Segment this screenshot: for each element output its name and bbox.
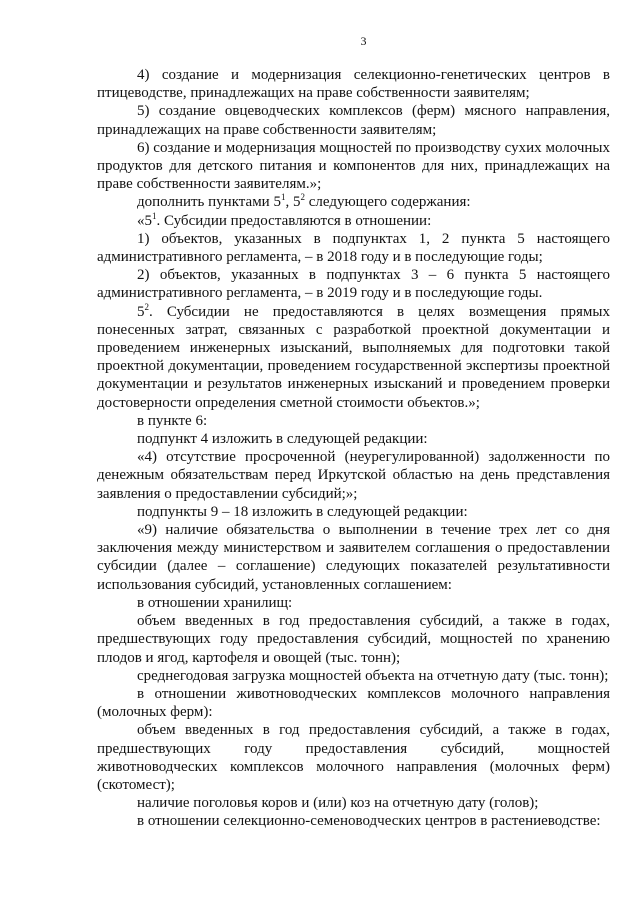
paragraph: «4) отсутствие просроченной (неурегулированной) задолженности по денежным обязательствам перед Иркутской областью на день представления заявления о предоставлении субсидий;»; (97, 449, 610, 502)
document-body (97, 66, 610, 831)
paragraph-text: . Субсидии не предоставляются в целях возмещения прямых понесенных затрат, связанных с разработкой проектной документации и проведением инженерных изысканий, выполняемых для подготовки такой проектной документации, проведением государственной экспертизы проектной документации и результатов инженерных изысканий и проведением проверки достоверности определения сметной стоимости объектов.»; (97, 303, 610, 411)
paragraph: 2) объектов, указанных в подпунктах 3 – 6 пункта 5 настоящего административного регламента, – в 2019 году и в последующие годы. (97, 267, 610, 302)
paragraph-text: 5 (137, 303, 145, 320)
paragraph-text: . Субсидии предоставляются в отношении: (156, 212, 432, 229)
paragraph-text: , 5 (285, 194, 301, 211)
paragraph-text: «5 (137, 212, 152, 229)
paragraph: среднегодовая загрузка мощностей объекта на отчетную дату (тыс. тонн); (137, 667, 609, 684)
paragraph: объем введенных в год предоставления субсидий, а также в годах, предшествующих году предоставления субсидий, мощностей по хранению плодов и ягод, картофеля и овощей (тыс. тонн); (97, 613, 610, 666)
superscript: 1 (152, 210, 157, 221)
paragraph (97, 303, 610, 412)
superscript: 2 (300, 192, 305, 203)
paragraph: в пункте 6: (137, 412, 208, 429)
paragraph: 4) создание и модернизация селекционно-генетических центров в птицеводстве, принадлежащих на праве собственности заявителям; (97, 67, 610, 102)
paragraph-text: дополнить пунктами 5 (137, 194, 281, 211)
page-number: 3 (360, 34, 367, 48)
paragraph: объем введенных в год предоставления субсидий, а также в годах, предшествующих году предоставления субсидий, мощностей животноводческих комплексов молочного направления (молочных ферм) (скотомест); (97, 722, 610, 793)
paragraph: в отношении животноводческих комплексов молочного направления (молочных ферм): (97, 685, 610, 721)
paragraph-text: следующего содержания: (304, 194, 471, 211)
paragraph: 1) объектов, указанных в подпунктах 1, 2 пункта 5 настоящего административного регламента, – в 2018 году и в последующие годы; (97, 230, 610, 266)
superscript: 2 (144, 301, 149, 312)
superscript: 1 (280, 192, 286, 203)
paragraph: подпункты 9 – 18 изложить в следующей редакции: (137, 503, 468, 520)
paragraph: подпункт 4 изложить в следующей редакции: (137, 431, 428, 448)
paragraph: 6) создание и модернизация мощностей по производству сухих молочных продуктов для детского питания и компонентов для них, принадлежащих на праве собственности заявителям.»; (97, 139, 610, 193)
paragraph: наличие поголовья коров и (или) коз на отчетную дату (голов); (137, 795, 539, 812)
paragraph: «9) наличие обязательства о выполнении в течение трех лет со дня заключения между министерством и заявителем соглашения о предоставлении субсидии (далее – соглашение) следующих показателей результативности использования субсидий, установленных соглашением: (97, 522, 610, 593)
paragraph (97, 212, 610, 230)
paragraph (97, 193, 610, 211)
paragraph: в отношении селекционно-семеноводческих центров в растениеводстве: (137, 813, 601, 830)
paragraph: в отношении хранилищ: (137, 594, 293, 611)
paragraph: 5) создание овцеводческих комплексов (ферм) мясного направления, принадлежащих на праве собственности заявителям; (97, 103, 610, 138)
